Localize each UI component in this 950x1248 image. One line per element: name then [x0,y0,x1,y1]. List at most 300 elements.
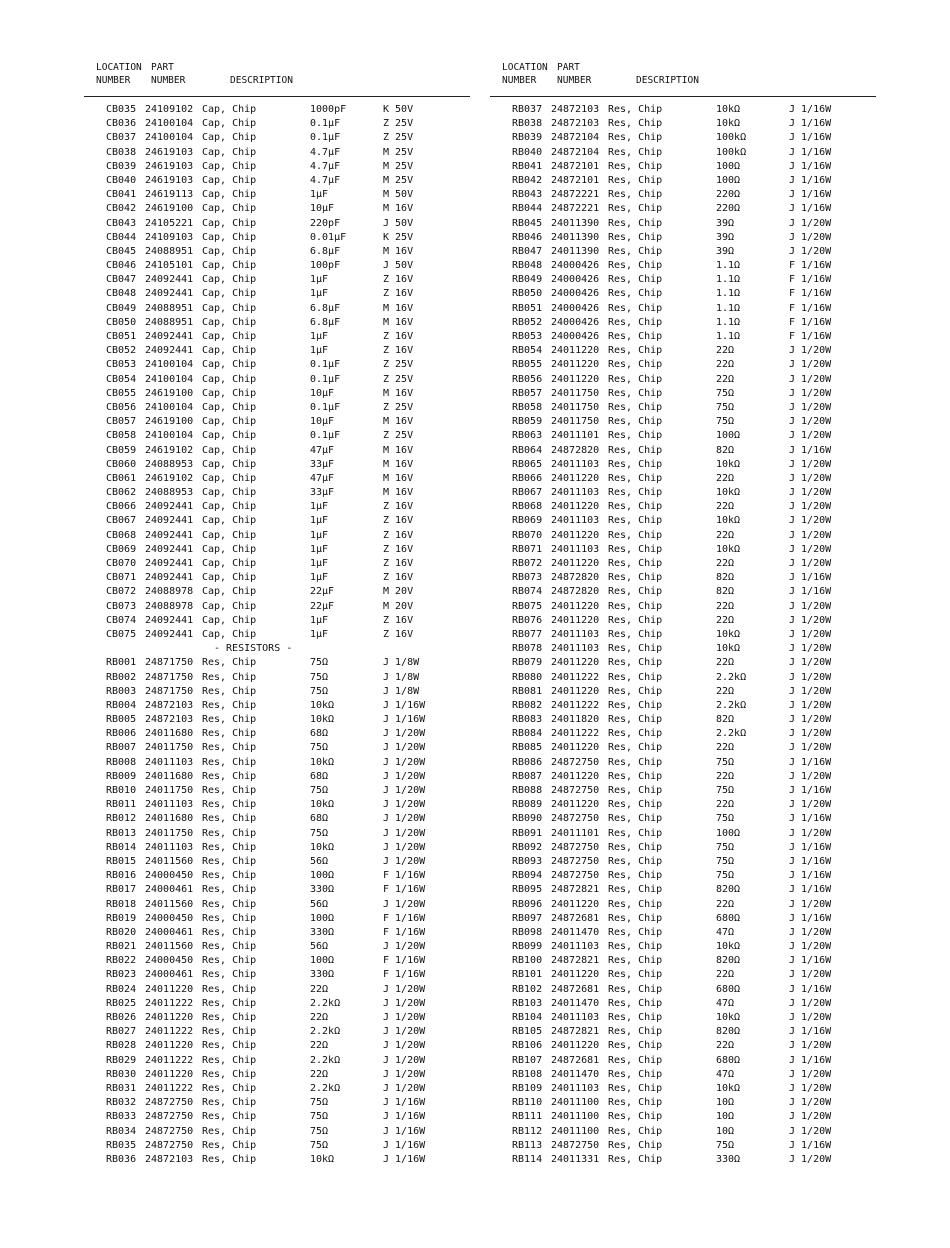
description: Res, Chip [608,430,663,442]
location-number: RB057 [512,387,543,399]
tolerance-rating: J 1/20W [789,416,832,428]
part-number: 24011220 [551,799,600,811]
tolerance-rating: Z 16V [383,288,414,300]
tolerance-rating: F 1/16W [789,260,832,272]
tolerance-rating: J 1/8W [383,671,420,683]
location-number: CB070 [106,558,137,569]
value: 100Ω [310,955,335,967]
tolerance-rating: J 1/20W [383,813,426,825]
tolerance-rating: J 1/20W [383,841,426,853]
description: Res, Chip [608,118,663,130]
description: Cap, Chip [202,359,257,371]
description: Res, Chip [608,132,663,144]
part-number: 24011103 [145,799,194,811]
value: 1.1Ω [716,302,741,314]
description: Cap, Chip [202,260,257,272]
part-number: 24011680 [145,813,194,825]
table-row [490,287,876,301]
part-number: 24011103 [551,1082,600,1094]
part-number: 24011220 [551,558,600,569]
part-number-label: NUMBER [557,75,592,86]
location-number: RB086 [512,756,543,768]
value: 75Ω [716,416,735,428]
table-row [490,812,876,826]
location-number: RB073 [512,572,543,584]
table-row [490,841,876,855]
location-number: RB078 [512,643,543,655]
tolerance-rating: J 1/20W [789,600,832,612]
part-number: 24871750 [145,671,194,683]
description: Res, Chip [202,870,257,882]
value: 47Ω [716,1068,735,1080]
table-row [84,259,470,273]
description: Res, Chip [608,799,663,811]
description: Res, Chip [202,785,257,796]
part-number: 24872221 [551,189,600,201]
description: Res, Chip [608,614,663,626]
location-number: RB082 [512,699,543,711]
value: 6.8µF [310,316,341,328]
location-number: RB092 [512,841,543,853]
value: 10kΩ [716,643,741,655]
value: 1µF [310,572,329,584]
location-number: RB093 [512,855,543,867]
table-row [490,883,876,897]
part-number: 24619103 [145,160,194,172]
description: Cap, Chip [202,316,257,328]
location-number-header [96,61,142,87]
table-row [84,146,470,160]
part-number: 24872103 [551,118,600,130]
description-header: DESCRIPTION [230,75,293,86]
part-number: 24011103 [551,515,600,527]
tolerance-rating: J 1/20W [789,657,832,669]
description: Cap, Chip [202,174,257,186]
table-row [490,174,876,188]
tolerance-rating: J 1/8W [383,657,420,669]
tolerance-rating: M 16V [383,387,414,399]
value: 75Ω [716,785,735,796]
tolerance-rating: F 1/16W [383,870,426,882]
description: Cap, Chip [202,529,257,541]
tolerance-rating: M 25V [383,174,414,186]
location-number: RB051 [512,302,543,314]
description: Res, Chip [608,260,663,272]
table-row [490,1025,876,1039]
value: 1000pF [310,104,347,115]
part-number: 24011220 [551,898,600,910]
location-number: RB067 [512,487,543,499]
tolerance-rating: Z 16V [383,515,414,527]
tolerance-rating: J 1/20W [789,515,832,527]
tolerance-rating: Z 16V [383,529,414,541]
tolerance-rating: M 16V [383,416,414,428]
part-number: 24011101 [551,430,600,442]
part-number-label: NUMBER [151,75,186,86]
part-number: 24011680 [145,770,194,782]
description: Res, Chip [202,714,257,726]
table-row [490,1082,876,1096]
tolerance-rating: J 1/16W [789,160,832,172]
tolerance-rating: J 1/16W [789,586,832,598]
tolerance-rating: J 1/16W [789,104,832,115]
parts-rows [84,103,470,1167]
part-number: 24109103 [145,231,194,243]
location-number: RB111 [512,1111,543,1123]
value: 10Ω [716,1097,735,1109]
tolerance-rating: J 1/20W [789,1097,832,1109]
tolerance-rating: J 1/16W [789,756,832,768]
description: Res, Chip [608,1012,663,1023]
table-row [490,415,876,429]
location-number: RB047 [512,245,543,257]
description: Res, Chip [608,941,663,953]
tolerance-rating: J 1/20W [789,1153,832,1165]
part-number: 24011103 [551,543,600,555]
part-number: 24011220 [551,614,600,626]
location-number: RB019 [106,912,137,924]
location-number: CB068 [106,529,137,541]
value: 2.2kΩ [716,728,747,740]
part-number: 24871750 [145,657,194,669]
location-label: LOCATION [96,62,142,73]
part-number: 24092441 [145,543,194,555]
location-number: RB083 [512,714,543,726]
value: 1µF [310,345,329,357]
tolerance-rating: J 1/20W [789,643,832,655]
table-row [84,614,470,628]
value: 47Ω [716,926,735,938]
value: 330Ω [310,884,335,896]
tolerance-rating: J 1/20W [789,387,832,399]
tolerance-rating: F 1/16W [789,316,832,328]
description: Res, Chip [608,387,663,399]
part-number: 24872750 [145,1097,194,1109]
description: Res, Chip [608,572,663,584]
value: 1µF [310,628,329,640]
tolerance-rating: J 1/16W [789,841,832,853]
value: 2.2kΩ [716,671,747,683]
table-row [490,444,876,458]
location-number: RB079 [512,657,543,669]
tolerance-rating: Z 16V [383,572,414,584]
location-number: RB106 [512,1040,543,1052]
part-number: 24872104 [551,146,600,158]
description: Cap, Chip [202,543,257,555]
description: Res, Chip [608,912,663,924]
value: 2.2kΩ [310,1082,341,1094]
tolerance-rating: J 1/20W [789,458,832,470]
parts-list-left-column [84,60,470,1167]
table-row [490,997,876,1011]
table-row [490,131,876,145]
description: Cap, Chip [202,104,257,115]
location-number: CB048 [106,288,137,300]
tolerance-rating: J 1/20W [789,430,832,442]
table-row [84,429,470,443]
description: Res, Chip [608,813,663,825]
table-row [490,671,876,685]
location-number: RB071 [512,543,543,555]
table-row [490,302,876,316]
location-number: RB036 [106,1153,137,1165]
table-row [84,188,470,202]
column-header [490,60,876,97]
value: 82Ω [716,586,735,598]
table-row [84,486,470,500]
table-row [84,883,470,897]
tolerance-rating: J 1/20W [383,983,426,995]
value: 820Ω [716,884,741,896]
description: Res, Chip [608,1068,663,1080]
part-number: 24872820 [551,586,600,598]
description: Cap, Chip [202,288,257,300]
value: 2.2kΩ [310,1054,341,1066]
tolerance-rating: J 1/20W [383,1040,426,1052]
location-number: RB070 [512,529,543,541]
description: Res, Chip [202,1026,257,1038]
description: Res, Chip [202,997,257,1009]
value: 75Ω [716,855,735,867]
table-row [84,656,470,670]
part-number: 24088953 [145,487,194,499]
part-number: 24011222 [551,699,600,711]
location-number: RB011 [106,799,137,811]
value: 68Ω [310,813,329,825]
value: 47µF [310,444,335,456]
table-row [84,302,470,316]
description: Res, Chip [608,955,663,967]
location-number: RB084 [512,728,543,740]
value: 75Ω [310,827,329,839]
table-row [490,231,876,245]
tolerance-rating: Z 16V [383,614,414,626]
tolerance-rating: J 1/16W [789,1026,832,1038]
location-number-header [502,61,548,87]
part-number: 24000426 [551,331,600,342]
description: Res, Chip [608,543,663,555]
location-number: RB107 [512,1054,543,1066]
value: 56Ω [310,941,329,953]
location-number: CB042 [106,203,137,215]
part-number: 24011222 [145,1082,194,1094]
tolerance-rating: J 50V [383,260,414,272]
part-number: 24011220 [551,359,600,371]
location-number: RB094 [512,870,543,882]
description: Res, Chip [608,359,663,371]
column-header [84,60,470,97]
table-row [84,1054,470,1068]
location-number: RB017 [106,884,137,896]
table-row [490,898,876,912]
tolerance-rating: J 1/16W [383,714,426,726]
part-number: 24011220 [145,1012,194,1023]
description: Res, Chip [608,997,663,1009]
value: 22µF [310,586,335,598]
value: 4.7µF [310,174,341,186]
location-number: RB015 [106,855,137,867]
description: Cap, Chip [202,274,257,286]
value: 82Ω [716,444,735,456]
part-number: 24000450 [145,955,194,967]
value: 22Ω [716,359,735,371]
table-row [490,373,876,387]
tolerance-rating: J 1/20W [789,770,832,782]
table-row [84,401,470,415]
location-number: RB010 [106,785,137,796]
description: Res, Chip [608,203,663,215]
description: Res, Chip [202,1082,257,1094]
value: 0.1µF [310,401,341,413]
description: Res, Chip [202,799,257,811]
part-number: 24011750 [551,401,600,413]
number-label: NUMBER [502,75,537,86]
tolerance-rating: J 1/20W [789,728,832,740]
value: 0.01µF [310,231,347,243]
tolerance-rating: Z 25V [383,401,414,413]
location-number: RB001 [106,657,137,669]
table-row [490,330,876,344]
table-row [490,685,876,699]
part-number: 24872101 [551,160,600,172]
table-row [490,1153,876,1167]
value: 75Ω [716,756,735,768]
part-number: 24011220 [145,983,194,995]
location-number: RB109 [512,1082,543,1094]
part-number: 24011220 [551,373,600,385]
tolerance-rating: J 1/20W [789,558,832,569]
part-number: 24100104 [145,401,194,413]
table-row [490,756,876,770]
location-number: RB096 [512,898,543,910]
value: 22Ω [716,685,735,697]
part-number: 24011222 [145,1054,194,1066]
description: Res, Chip [608,870,663,882]
table-row [490,1068,876,1082]
part-number: 24092441 [145,501,194,513]
description: Res, Chip [202,912,257,924]
tolerance-rating: F 1/16W [383,884,426,896]
location-number: RB034 [106,1125,137,1137]
table-row [490,1110,876,1124]
tolerance-rating: J 1/20W [789,714,832,726]
part-number: 24011103 [145,841,194,853]
description: Cap, Chip [202,345,257,357]
location-number: RB002 [106,671,137,683]
description: Cap, Chip [202,572,257,584]
value: 1µF [310,501,329,513]
table-row [84,557,470,571]
part-number: 24011220 [551,529,600,541]
value: 39Ω [716,231,735,243]
table-row [490,1011,876,1025]
location-number: RB095 [512,884,543,896]
table-row [490,1096,876,1110]
location-number: RB032 [106,1097,137,1109]
tolerance-rating: J 1/20W [789,941,832,953]
value: 75Ω [310,785,329,796]
description: Cap, Chip [202,416,257,428]
value: 1µF [310,558,329,569]
description: Res, Chip [608,699,663,711]
location-number: RB072 [512,558,543,569]
tolerance-rating: J 1/20W [789,245,832,257]
value: 10µF [310,387,335,399]
tolerance-rating: J 1/16W [789,1139,832,1151]
description: Res, Chip [202,699,257,711]
table-row [84,514,470,528]
table-row [490,940,876,954]
value: 100kΩ [716,146,747,158]
value: 75Ω [310,1097,329,1109]
location-number: CB053 [106,359,137,371]
location-number: RB006 [106,728,137,740]
description: Res, Chip [202,983,257,995]
location-number: RB056 [512,373,543,385]
part-number: 24092441 [145,572,194,584]
location-number: RB099 [512,941,543,953]
tolerance-rating: J 1/16W [383,699,426,711]
table-row [84,869,470,883]
location-number: RB052 [512,316,543,328]
tolerance-rating: J 1/20W [383,898,426,910]
description: Res, Chip [608,600,663,612]
value: 1µF [310,529,329,541]
part-number: 24872821 [551,884,600,896]
location-number: CB055 [106,387,137,399]
value: 22Ω [716,969,735,981]
table-row [84,1082,470,1096]
description: Res, Chip [608,217,663,229]
part-number: 24872681 [551,983,600,995]
tolerance-rating: J 1/16W [789,813,832,825]
tolerance-rating: J 1/16W [789,1054,832,1066]
part-number: 24619102 [145,444,194,456]
location-number: CB046 [106,260,137,272]
value: 22Ω [716,799,735,811]
description: Res, Chip [608,1125,663,1137]
description: Cap, Chip [202,401,257,413]
part-number: 24000450 [145,912,194,924]
value: 22Ω [716,742,735,754]
description: Res, Chip [202,969,257,981]
value: 22Ω [716,1040,735,1052]
part-number: 24092441 [145,331,194,342]
tolerance-rating: F 1/16W [789,331,832,342]
value: 4.7µF [310,146,341,158]
table-row [84,117,470,131]
part-number: 24011820 [551,714,600,726]
description: Res, Chip [202,1111,257,1123]
tolerance-rating: Z 25V [383,373,414,385]
table-row [490,912,876,926]
part-number: 24619103 [145,146,194,158]
location-number: RB025 [106,997,137,1009]
part-number: 24088978 [145,600,194,612]
location-number: RB069 [512,515,543,527]
table-row [490,926,876,940]
value: 100Ω [310,912,335,924]
part-number: 24100104 [145,118,194,130]
tolerance-rating: J 1/16W [789,572,832,584]
table-row [490,217,876,231]
part-number: 24872750 [551,855,600,867]
part-number: 24872821 [551,955,600,967]
location-number: CB041 [106,189,137,201]
part-number: 24011101 [551,827,600,839]
location-number: RB048 [512,260,543,272]
table-row [490,401,876,415]
